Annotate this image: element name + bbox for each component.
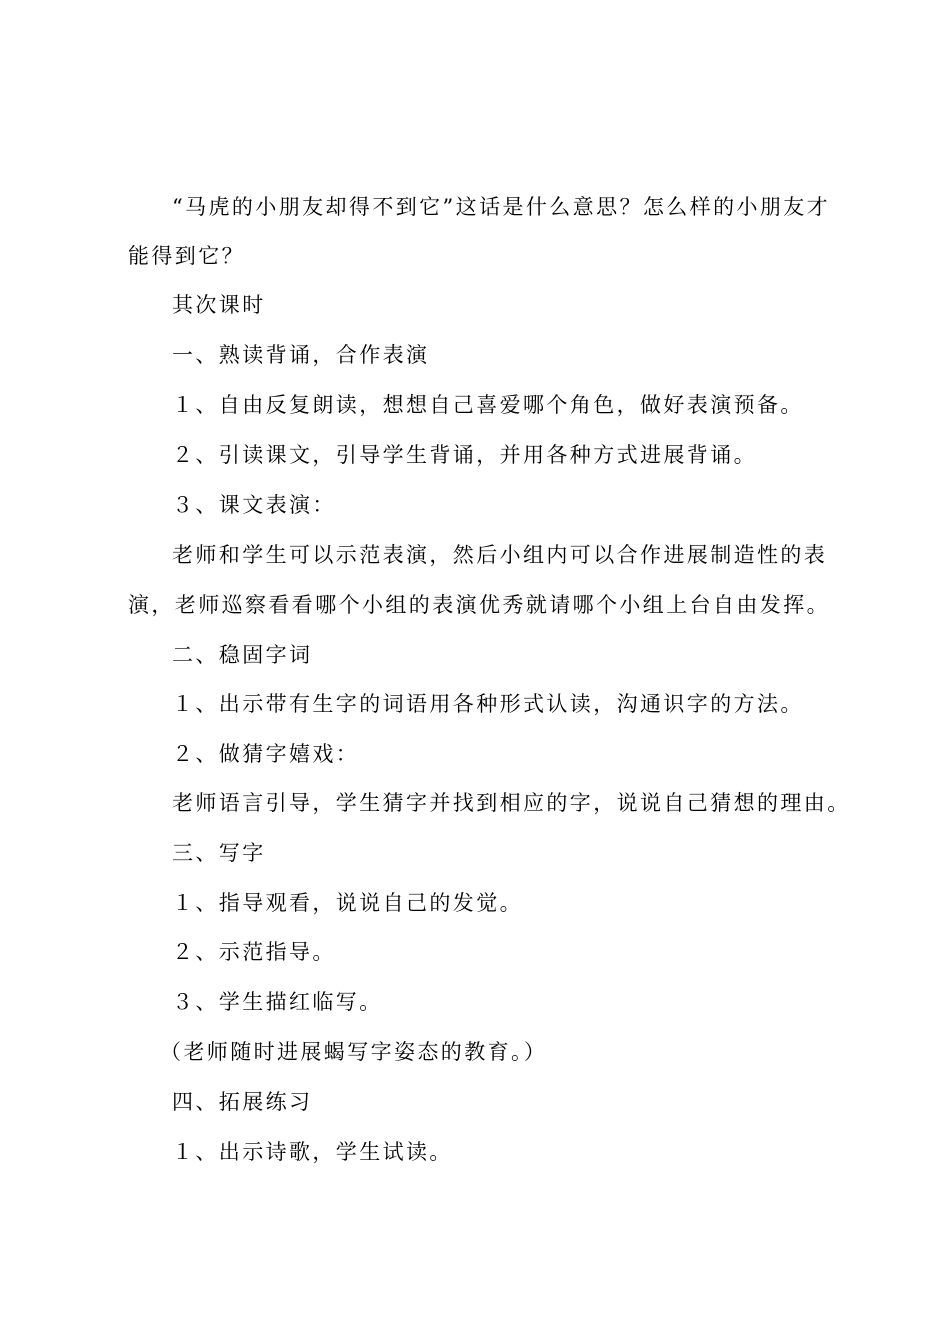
section-heading: 二、稳固字词 bbox=[172, 643, 313, 667]
paragraph-line: “马虎的小朋友却得不到它”这话是什么意思？怎么样的小朋友才 bbox=[172, 195, 831, 219]
paragraph-line: 能得到它？ bbox=[128, 244, 245, 268]
list-item: １、自由反复朗读，想想自己喜爱哪个角色，做好表演预备。 bbox=[172, 393, 804, 417]
paragraph-line: 演，老师巡察看看哪个小组的表演优秀就请哪个小组上台自由发挥。 bbox=[128, 593, 830, 617]
list-item: １、出示带有生字的词语用各种形式认读，沟通识字的方法。 bbox=[172, 692, 804, 716]
section-heading: 其次课时 bbox=[172, 293, 266, 317]
paragraph-line: 老师和学生可以示范表演，然后小组内可以合作进展制造性的表 bbox=[172, 543, 828, 567]
list-item: １、出示诗歌，学生试读。 bbox=[172, 1140, 453, 1164]
section-heading: 四、拓展练习 bbox=[172, 1090, 313, 1114]
list-item: ３、学生描红临写。 bbox=[172, 990, 383, 1014]
paragraph-line: （老师随时进展蝎写字姿态的教育。） bbox=[160, 1040, 548, 1064]
paragraph-line: 老师语言引导，学生猜字并找到相应的字，说说自己猜想的理由。 bbox=[172, 791, 851, 815]
list-item: １、指导观看，说说自己的发觉。 bbox=[172, 891, 523, 915]
list-item: ２、做猜字嬉戏： bbox=[172, 742, 360, 766]
section-heading: 一、熟读背诵，合作表演 bbox=[172, 343, 430, 367]
list-item: ２、引读课文，引导学生背诵，并用各种方式进展背诵。 bbox=[172, 443, 757, 467]
list-item: ３、课文表演： bbox=[172, 493, 336, 517]
section-heading: 三、写字 bbox=[172, 841, 266, 865]
list-item: ２、示范指导。 bbox=[172, 940, 336, 964]
